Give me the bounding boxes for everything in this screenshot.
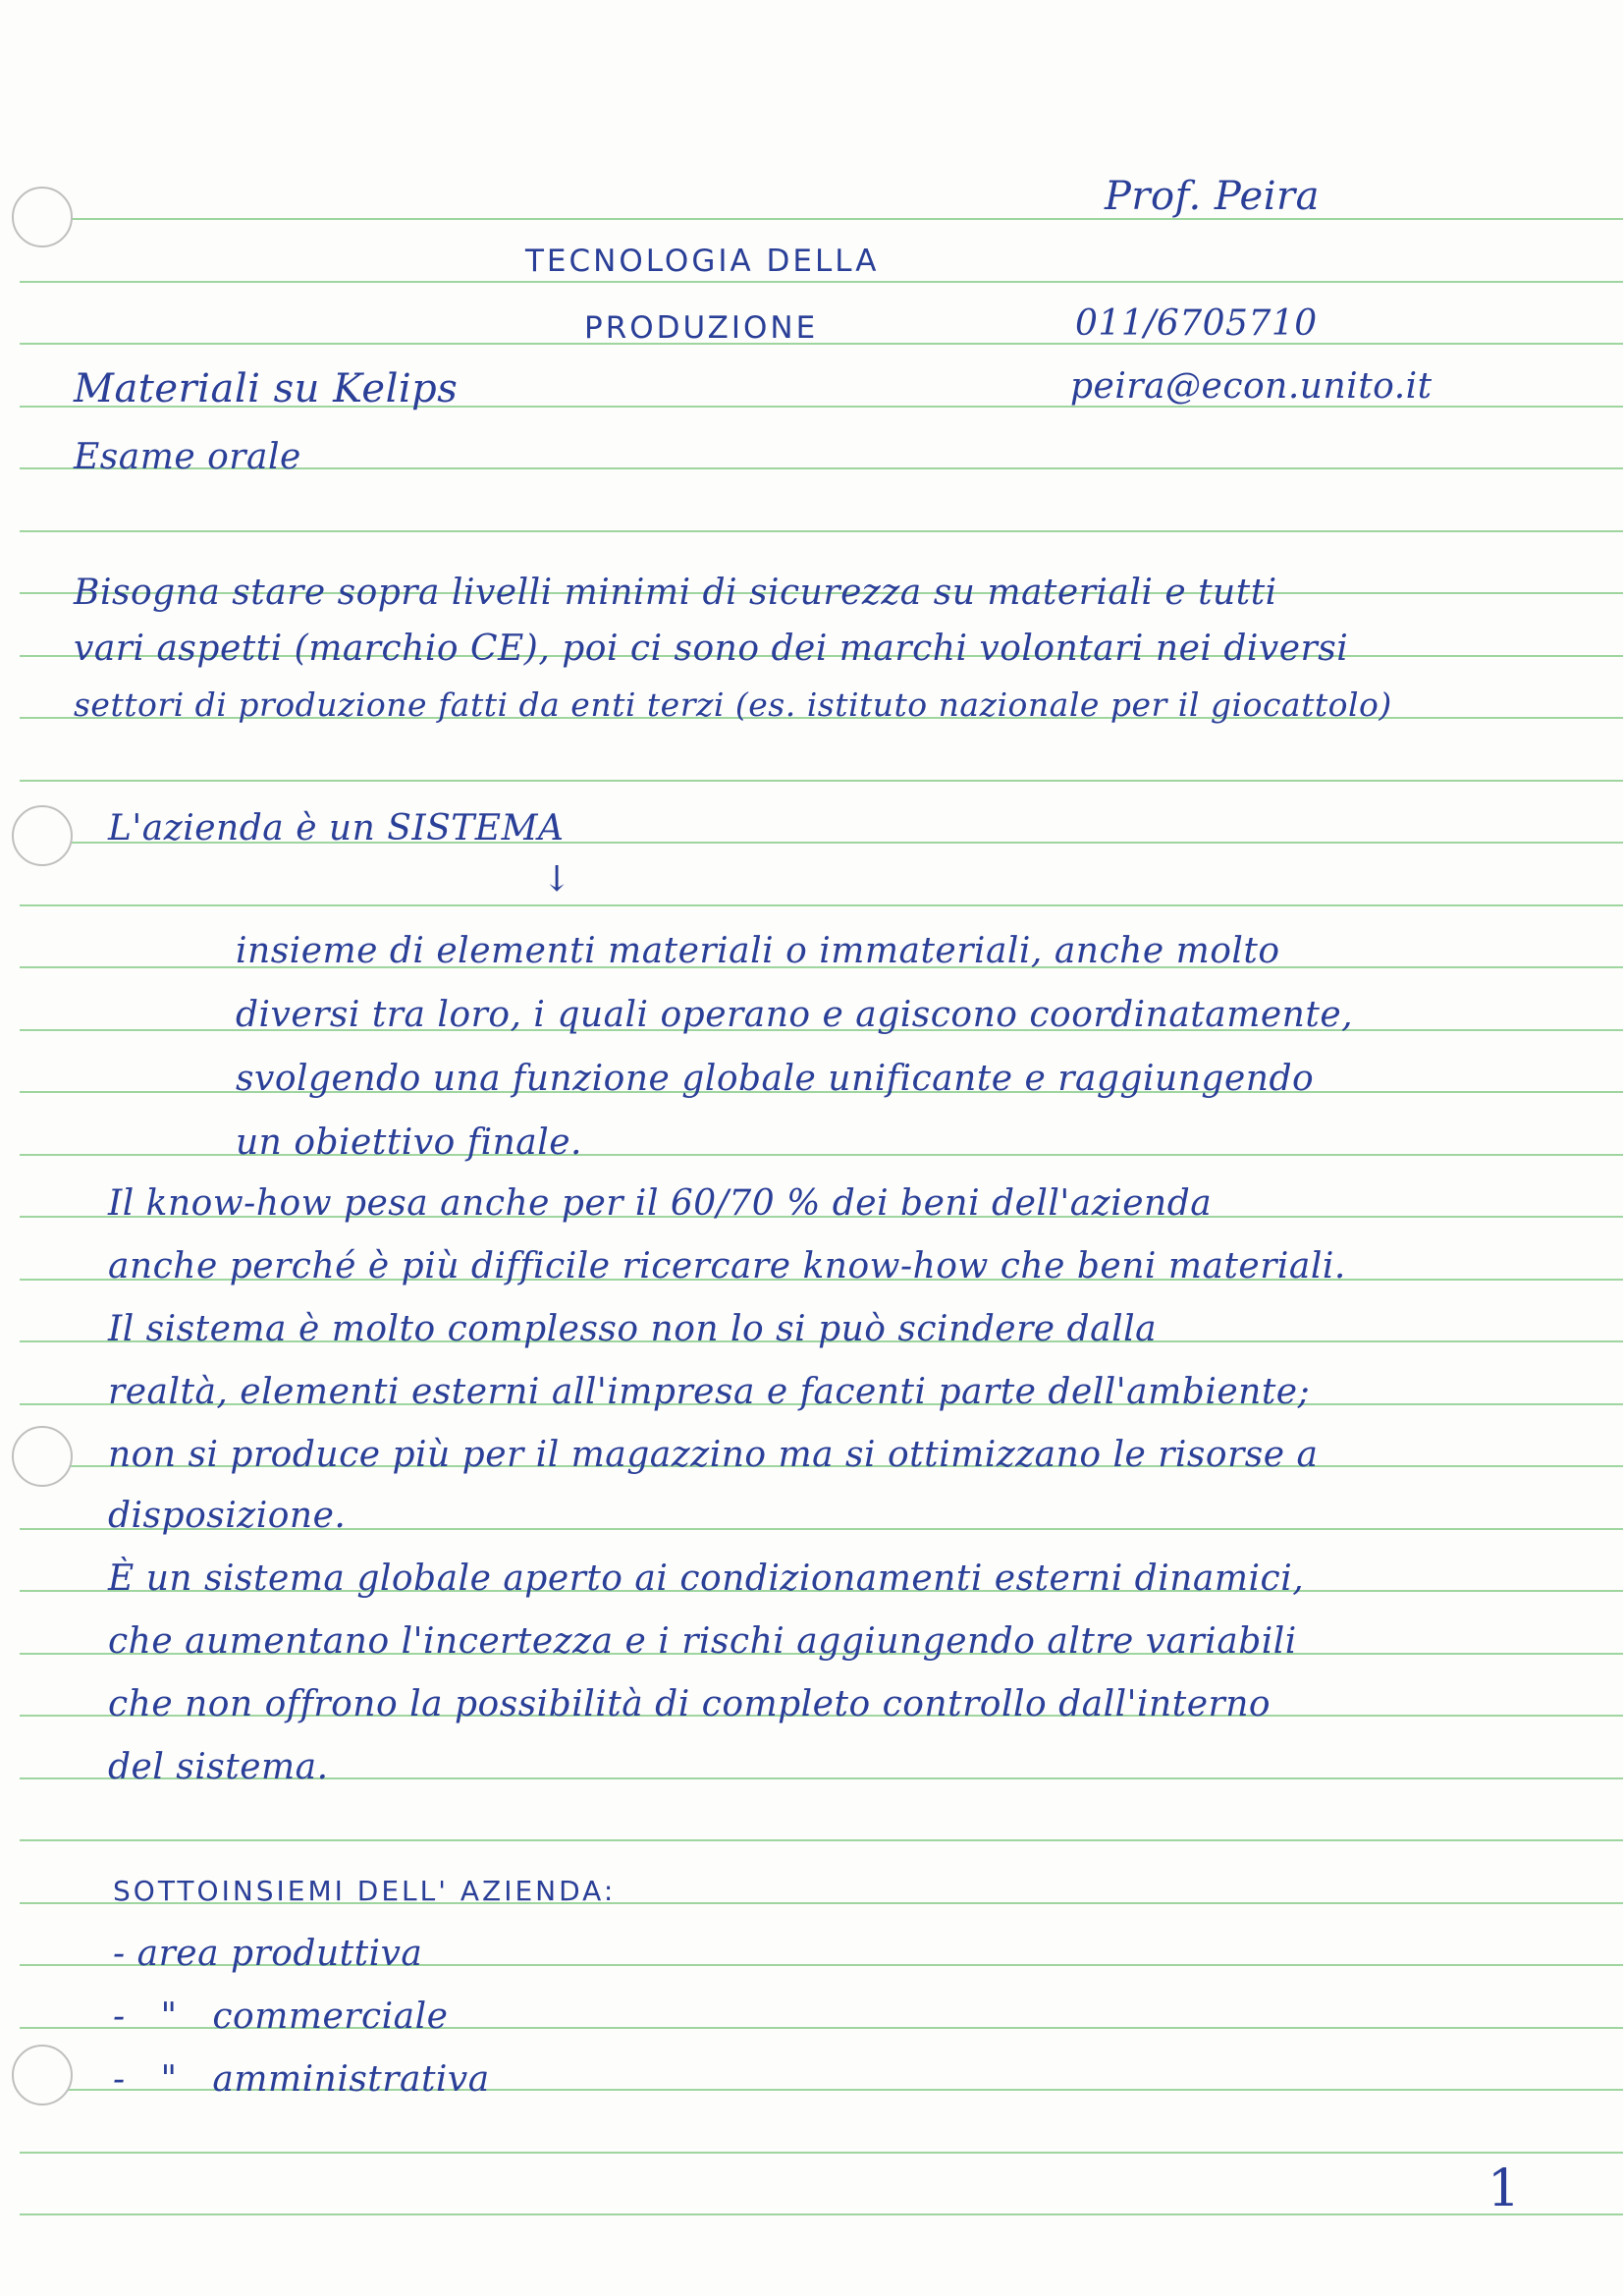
ruled-line <box>20 1839 1623 1841</box>
definition-line: diversi tra loro, i quali operano e agiscono coordinatamente, <box>236 995 1354 1035</box>
course-title-line1: TECNOLOGIA DELLA <box>525 244 880 279</box>
body-line: Il know-how pesa anche per il 60/70 % dei beni dell'azienda <box>108 1183 1213 1224</box>
page-number: 1 <box>1488 2159 1521 2218</box>
body-line: realtà, elementi esterni all'impresa e facenti parte dell'ambiente; <box>108 1372 1311 1412</box>
subset-item: - area produttiva <box>113 1934 423 1974</box>
ruled-line <box>20 343 1623 345</box>
body-line: È un sistema globale aperto ai condizionamenti esterni dinamici, <box>108 1558 1305 1599</box>
punch-hole <box>12 805 73 866</box>
punch-hole <box>12 1426 73 1487</box>
subsets-heading: SOTTOINSIEMI DELL' AZIENDA: <box>113 1875 617 1907</box>
ruled-line <box>20 2214 1623 2215</box>
body-line: Il sistema è molto complesso non lo si può scindere dalla <box>108 1309 1158 1349</box>
section-heading: L'azienda è un SISTEMA <box>108 808 565 848</box>
punch-hole <box>12 2045 73 2105</box>
subset-item: - " commerciale <box>113 1996 449 2037</box>
ruled-line <box>20 904 1623 906</box>
body-line: che aumentano l'incertezza e i rischi aggiungendo altre variabili <box>108 1621 1297 1662</box>
materials-note: Materiali su Kelips <box>74 366 459 411</box>
intro-line: Bisogna stare sopra livelli minimi di sicurezza su materiali e tutti <box>74 573 1277 613</box>
phone-number: 011/6705710 <box>1075 303 1318 344</box>
course-title-line2: PRODUZIONE <box>584 310 819 346</box>
exam-note: Esame orale <box>74 437 301 477</box>
subset-item: - " amministrativa <box>113 2059 490 2100</box>
professor-name: Prof. Peira <box>1105 174 1320 219</box>
intro-line: settori di produzione fatti da enti terzi (es. istituto nazionale per il giocattolo) <box>74 685 1392 724</box>
ruled-line <box>20 2152 1623 2154</box>
down-arrow: ↓ <box>542 859 572 900</box>
body-line: anche perché è più difficile ricercare know-how che beni materiali. <box>108 1246 1346 1286</box>
ruled-line <box>20 780 1623 782</box>
punch-hole <box>12 187 73 247</box>
definition-line: insieme di elementi materiali o immateriali, anche molto <box>236 931 1280 971</box>
definition-line: svolgendo una funzione globale unificante e raggiungendo <box>236 1059 1315 1099</box>
body-line: del sistema. <box>108 1747 329 1787</box>
ruled-line <box>20 281 1623 283</box>
intro-line: vari aspetti (marchio CE), poi ci sono dei marchi volontari nei diversi <box>74 629 1349 669</box>
email-address: peira@econ.unito.it <box>1070 366 1433 407</box>
ruled-line <box>20 530 1623 532</box>
ruled-line <box>20 218 1623 220</box>
body-line: non si produce più per il magazzino ma si ottimizzano le risorse a <box>108 1435 1319 1475</box>
definition-line: un obiettivo finale. <box>236 1122 583 1163</box>
body-line: disposizione. <box>108 1496 347 1536</box>
body-line: che non offrono la possibilità di completo controllo dall'interno <box>108 1684 1271 1724</box>
